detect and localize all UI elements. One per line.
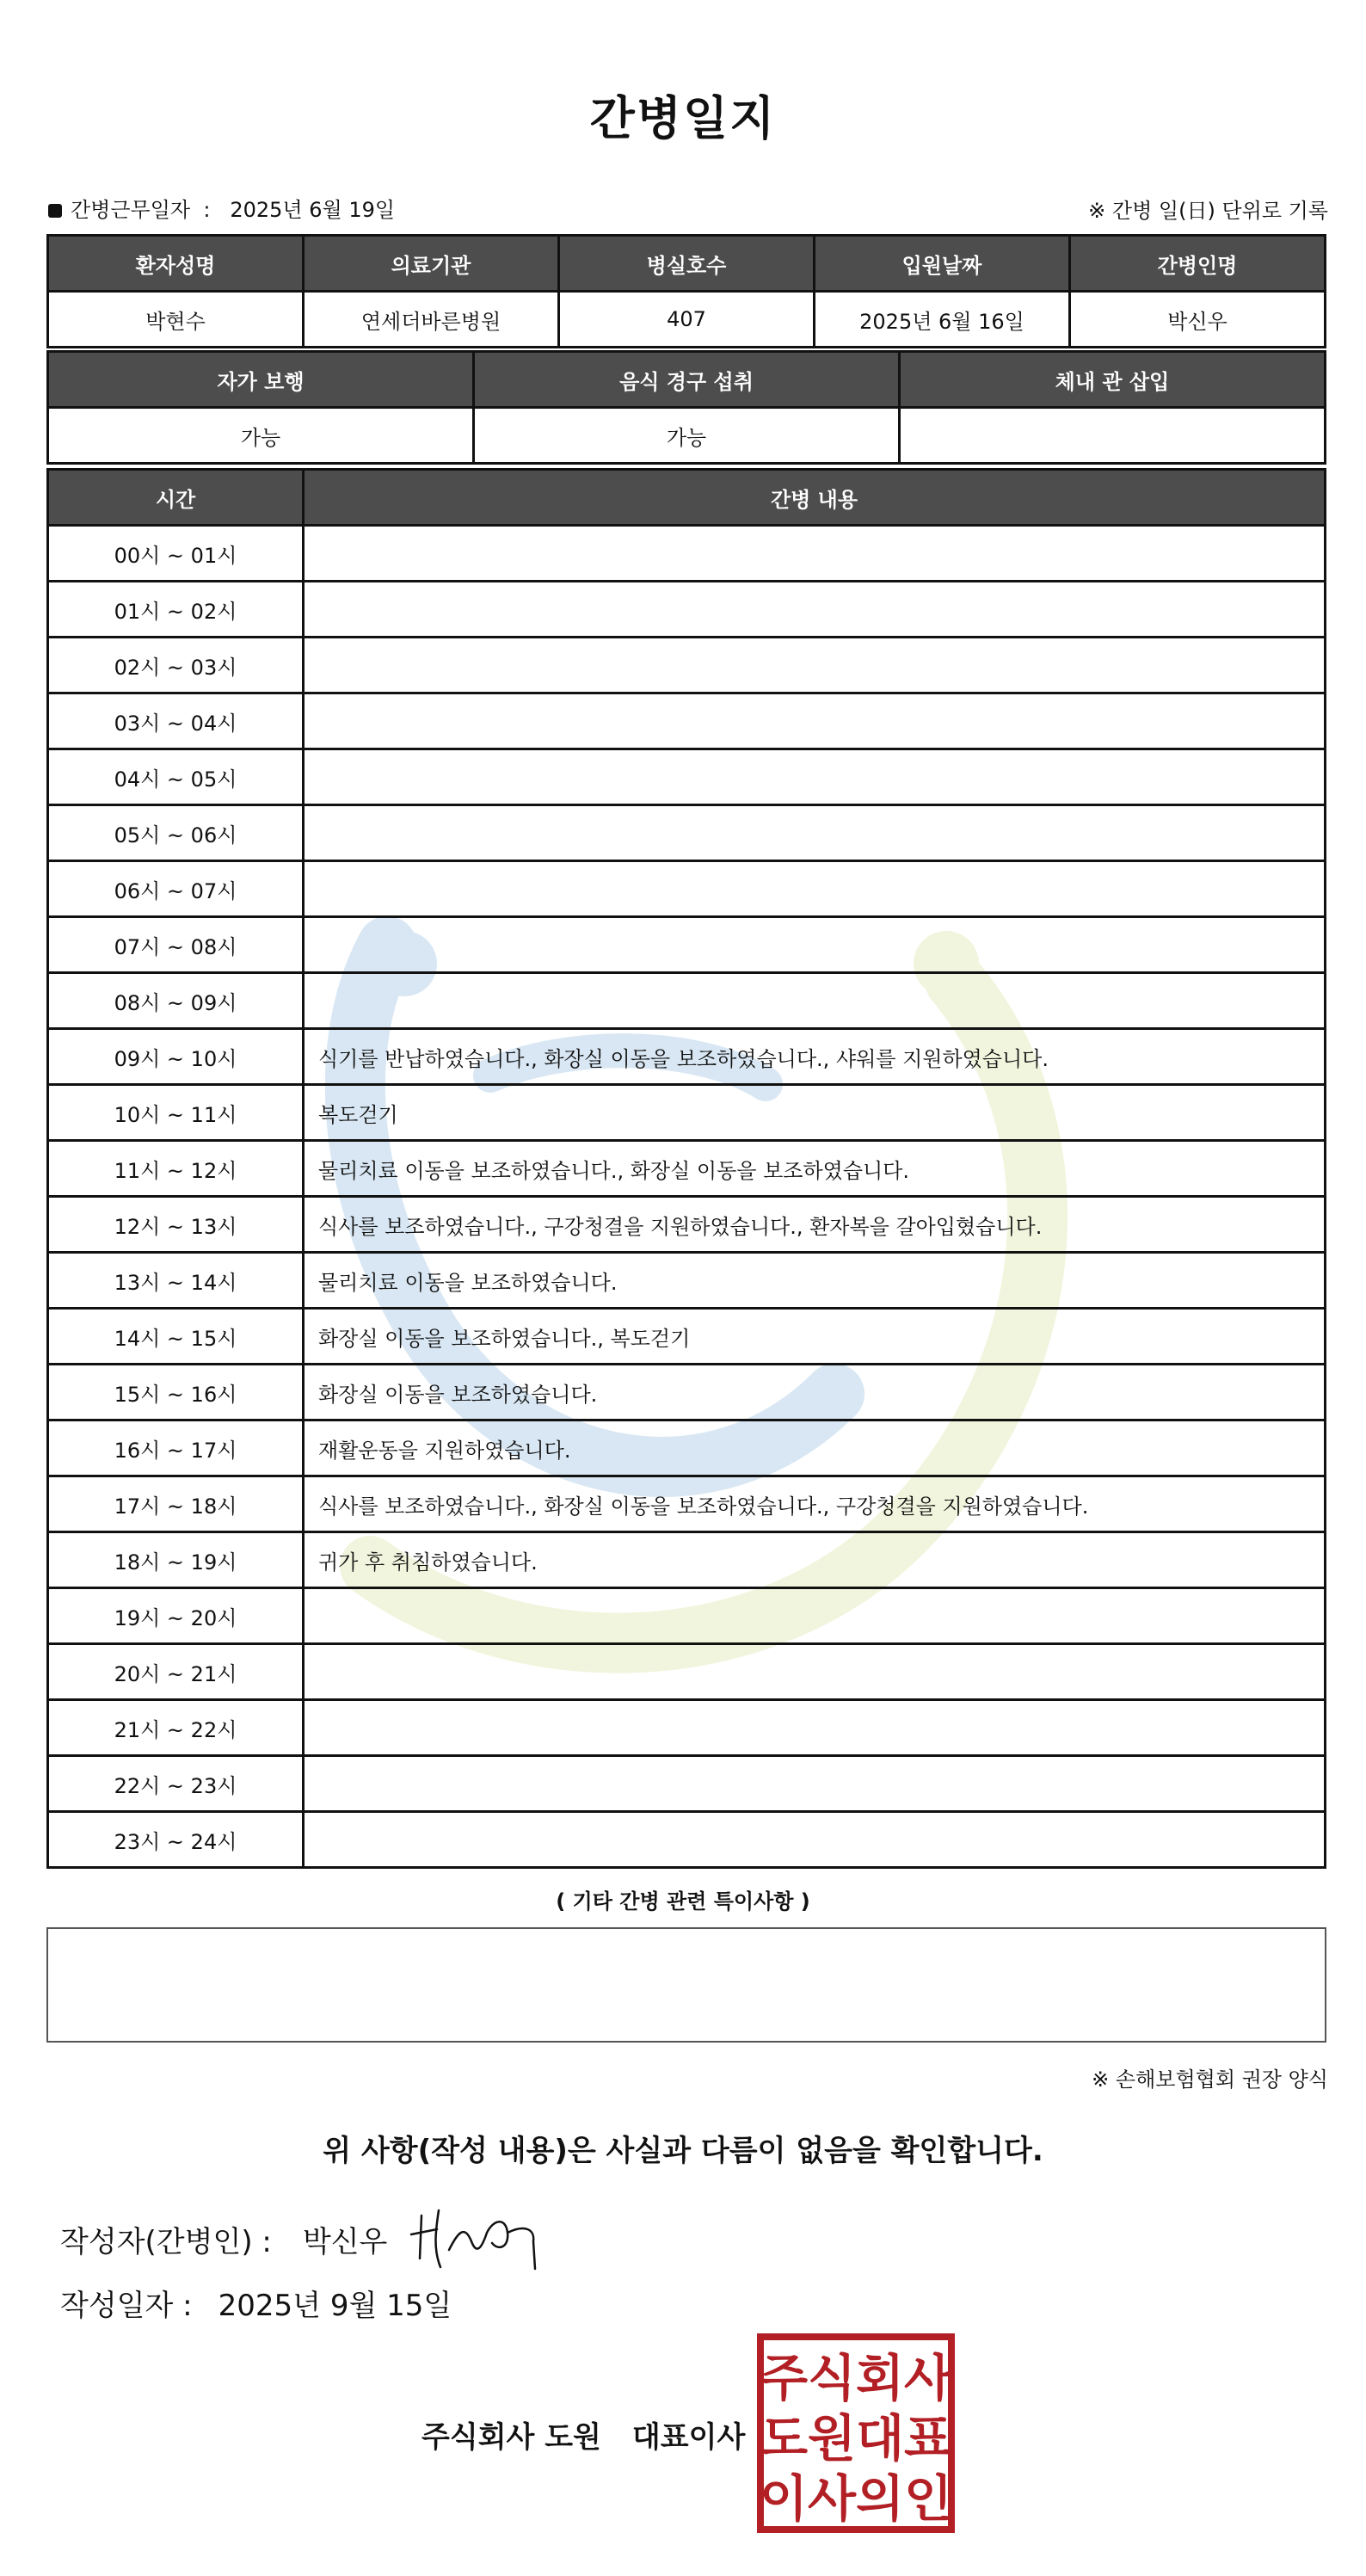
care-row <box>48 1644 1326 1700</box>
care-row-content <box>304 1644 1326 1700</box>
company-name: 주식회사 도원 <box>421 2420 601 2455</box>
condition-value-row <box>48 408 1326 464</box>
care-row <box>48 1029 1326 1085</box>
header-tube-insertion: 체내 관 삽입 <box>900 352 1326 408</box>
work-date-label: 간병근무일자 <box>71 198 191 222</box>
form-source-note: ※ 손해보험협회 권장 양식 <box>1092 2068 1328 2092</box>
care-row-time: 21시 ~ 22시 <box>48 1700 304 1756</box>
care-row-content <box>304 749 1326 805</box>
care-row-time: 01시 ~ 02시 <box>48 582 304 638</box>
company-line <box>421 2413 745 2456</box>
care-row <box>48 973 1326 1029</box>
care-row-time: 13시 ~ 14시 <box>48 1253 304 1309</box>
handwritten-signature <box>404 2198 551 2276</box>
care-row <box>48 1700 1326 1756</box>
admission-date: 2025년 6월 16일 <box>815 292 1070 348</box>
care-row <box>48 1309 1326 1365</box>
stamp-line-3: 이사의인 <box>759 2469 953 2528</box>
care-row <box>48 1253 1326 1309</box>
self-walking-value: 가능 <box>48 408 474 464</box>
write-date-value: 2025년 9월 15일 <box>218 2289 452 2323</box>
care-row-time: 14시 ~ 15시 <box>48 1309 304 1365</box>
care-row <box>48 1812 1326 1868</box>
care-row-content: 재활운동을 지원하였습니다. <box>304 1420 1326 1476</box>
writer-label: 작성자(간병인) : <box>60 2225 272 2259</box>
care-row <box>48 1588 1326 1644</box>
care-row-content <box>304 1588 1326 1644</box>
patient-info-table <box>46 234 1326 348</box>
care-row <box>48 582 1326 638</box>
header-oral-intake: 음식 경구 섭취 <box>474 352 900 408</box>
work-date-separator: : <box>203 198 211 222</box>
care-row-time: 12시 ~ 13시 <box>48 1197 304 1253</box>
writer-line <box>60 2218 387 2260</box>
care-row-content <box>304 582 1326 638</box>
care-row <box>48 1197 1326 1253</box>
care-row-time: 23시 ~ 24시 <box>48 1812 304 1868</box>
hospital-name: 연세더바른병원 <box>304 292 559 348</box>
company-seal-stamp <box>757 2333 955 2533</box>
room-number: 407 <box>559 292 815 348</box>
header-hospital: 의료기관 <box>304 236 559 292</box>
care-row-time: 15시 ~ 16시 <box>48 1365 304 1420</box>
header-care-content: 간병 내용 <box>304 470 1326 526</box>
care-row-content: 화장실 이동을 보조하였습니다., 복도걷기 <box>304 1309 1326 1365</box>
care-row-content: 물리치료 이동을 보조하였습니다., 화장실 이동을 보조하였습니다. <box>304 1141 1326 1197</box>
care-row-time: 16시 ~ 17시 <box>48 1420 304 1476</box>
care-row-content: 식기를 반납하였습니다., 화장실 이동을 보조하였습니다., 샤워를 지원하였습니다. <box>304 1029 1326 1085</box>
care-row-time: 22시 ~ 23시 <box>48 1756 304 1812</box>
care-row <box>48 861 1326 917</box>
patient-info-value-row <box>48 292 1326 348</box>
care-row <box>48 1476 1326 1532</box>
care-row <box>48 1532 1326 1588</box>
care-row-content <box>304 805 1326 861</box>
care-row-content <box>304 693 1326 749</box>
care-row <box>48 693 1326 749</box>
care-log-table <box>46 468 1326 1869</box>
work-date-value: 2025년 6월 19일 <box>230 198 396 222</box>
care-row <box>48 1365 1326 1420</box>
care-row-content <box>304 861 1326 917</box>
care-row-content: 귀가 후 취침하였습니다. <box>304 1532 1326 1588</box>
write-date-line <box>60 2282 452 2324</box>
company-representative: 대표이사 <box>631 2420 746 2455</box>
write-date-label: 작성일자 : <box>60 2289 193 2323</box>
condition-header-row <box>48 352 1326 408</box>
stamp-line-2: 도원대표 <box>759 2409 953 2468</box>
tube-insertion-value <box>900 408 1326 464</box>
confirmation-statement: 위 사항(작성 내용)은 사실과 다름이 없음을 확인합니다. <box>323 2134 1043 2168</box>
header-self-walking: 자가 보행 <box>48 352 474 408</box>
care-row-time: 18시 ~ 19시 <box>48 1532 304 1588</box>
care-header-row <box>48 470 1326 526</box>
etc-notes-box <box>46 1927 1326 2043</box>
care-row <box>48 805 1326 861</box>
care-row <box>48 1085 1326 1141</box>
care-row-time: 03시 ~ 04시 <box>48 693 304 749</box>
writer-name: 박신우 <box>302 2225 388 2259</box>
care-row-time: 20시 ~ 21시 <box>48 1644 304 1700</box>
oral-intake-value: 가능 <box>474 408 900 464</box>
bullet-square-icon <box>48 204 62 218</box>
care-row-time: 00시 ~ 01시 <box>48 526 304 582</box>
care-row <box>48 638 1326 693</box>
care-row-time: 02시 ~ 03시 <box>48 638 304 693</box>
stamp-line-1: 주식회사 <box>759 2349 953 2407</box>
header-room-number: 병실호수 <box>559 236 815 292</box>
etc-notes-title: ( 기타 간병 관련 특이사항 ) <box>556 1889 810 1914</box>
care-row-time: 05시 ~ 06시 <box>48 805 304 861</box>
care-row-content <box>304 638 1326 693</box>
care-row-time: 17시 ~ 18시 <box>48 1476 304 1532</box>
care-row-time: 09시 ~ 10시 <box>48 1029 304 1085</box>
patient-condition-table <box>46 350 1326 465</box>
patient-name: 박현수 <box>48 292 304 348</box>
care-row-content: 복도걷기 <box>304 1085 1326 1141</box>
care-row-content <box>304 917 1326 973</box>
header-admission-date: 입원날짜 <box>815 236 1070 292</box>
patient-info-header-row <box>48 236 1326 292</box>
care-row-content <box>304 1700 1326 1756</box>
daily-record-note: ※ 간병 일(日) 단위로 기록 <box>1088 199 1328 223</box>
header-patient-name: 환자성명 <box>48 236 304 292</box>
care-row-content: 물리치료 이동을 보조하였습니다. <box>304 1253 1326 1309</box>
care-row-time: 04시 ~ 05시 <box>48 749 304 805</box>
care-row <box>48 526 1326 582</box>
care-row-content: 식사를 보조하였습니다., 구강청결을 지원하였습니다., 환자복을 갈아입혔습니다. <box>304 1197 1326 1253</box>
care-row-content <box>304 1756 1326 1812</box>
care-row <box>48 1756 1326 1812</box>
care-row-content <box>304 1812 1326 1868</box>
care-row-content <box>304 526 1326 582</box>
care-row <box>48 749 1326 805</box>
care-row-time: 11시 ~ 12시 <box>48 1141 304 1197</box>
header-time: 시간 <box>48 470 304 526</box>
care-row-content <box>304 973 1326 1029</box>
header-caregiver-name: 간병인명 <box>1070 236 1326 292</box>
care-row-content: 화장실 이동을 보조하였습니다. <box>304 1365 1326 1420</box>
care-row-time: 08시 ~ 09시 <box>48 973 304 1029</box>
caregiver-name: 박신우 <box>1070 292 1326 348</box>
care-row-time: 07시 ~ 08시 <box>48 917 304 973</box>
page-title: 간병일지 <box>589 91 777 145</box>
care-row-time: 19시 ~ 20시 <box>48 1588 304 1644</box>
care-row <box>48 1141 1326 1197</box>
care-row-time: 06시 ~ 07시 <box>48 861 304 917</box>
work-date <box>48 193 395 223</box>
care-row-time: 10시 ~ 11시 <box>48 1085 304 1141</box>
care-row <box>48 1420 1326 1476</box>
care-row <box>48 917 1326 973</box>
care-row-content: 식사를 보조하였습니다., 화장실 이동을 보조하였습니다., 구강청결을 지원하였습니다. <box>304 1476 1326 1532</box>
